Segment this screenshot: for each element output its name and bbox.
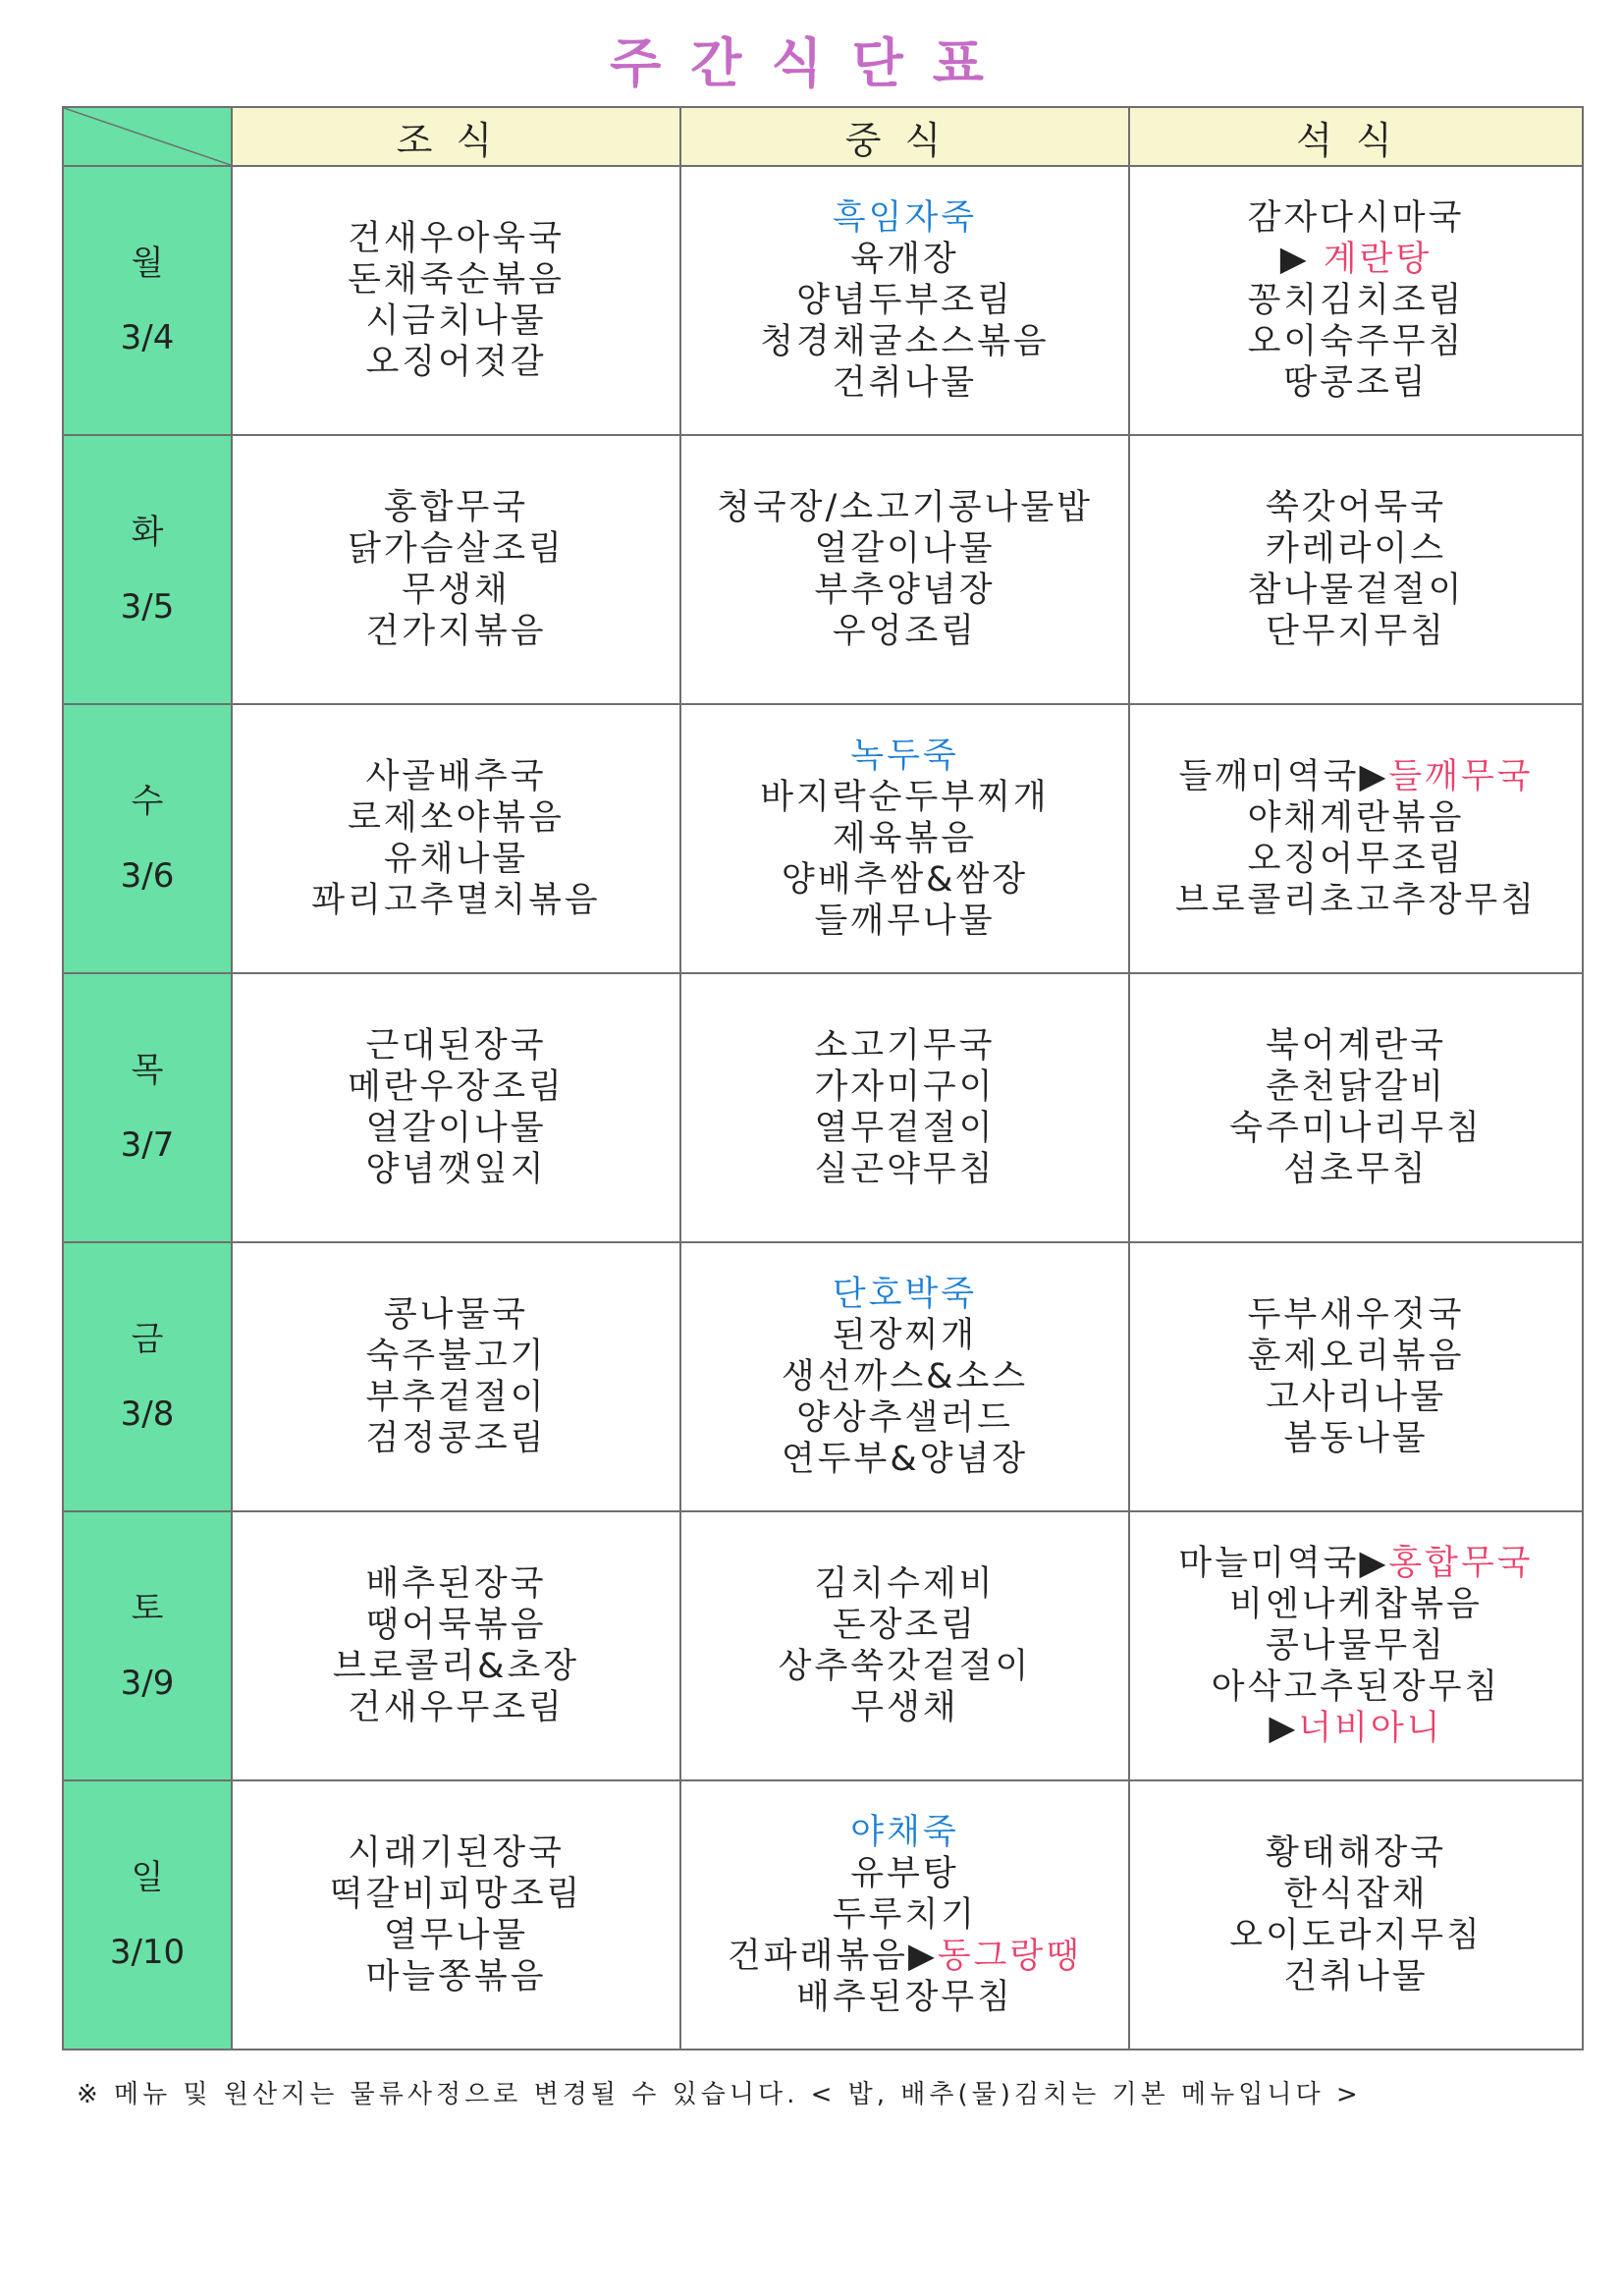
menu-item-text: 브로콜리초고추장무침	[1174, 881, 1538, 920]
menu-item	[681, 321, 1128, 362]
menu-item-text: ▶	[1279, 240, 1324, 279]
menu-item-text: 숙주불고기	[365, 1337, 547, 1376]
menu-item	[233, 1874, 679, 1915]
menu-item-text: 상추쑥갓겉절이	[778, 1647, 1032, 1686]
menu-item	[681, 1977, 1128, 2018]
menu-item	[1130, 1418, 1582, 1459]
menu-item	[233, 1377, 679, 1418]
menu-item-text: 단무지무침	[1265, 612, 1447, 651]
menu-item-highlight: 계란탕	[1323, 240, 1433, 279]
lunch-cell	[680, 704, 1129, 973]
menu-item	[1130, 1336, 1582, 1377]
menu-item-text: 가자미구이	[814, 1067, 996, 1107]
menu-item	[233, 797, 679, 839]
menu-item-text: 한식잡채	[1283, 1875, 1429, 1914]
lunch-cell	[680, 435, 1129, 704]
menu-item-text: 건새우무조림	[348, 1688, 565, 1727]
dinner-cell	[1129, 973, 1583, 1242]
menu-item	[233, 1025, 679, 1066]
menu-item-text: 오징어무조림	[1247, 840, 1465, 879]
breakfast-cell	[232, 1511, 680, 1780]
menu-item	[681, 901, 1128, 942]
menu-item-text: 오이도라지무침	[1229, 1916, 1483, 1955]
menu-item-highlight: 홍합무국	[1388, 1544, 1534, 1583]
day-name: 월	[131, 244, 164, 283]
menu-item	[1130, 362, 1582, 404]
menu-item	[681, 736, 1128, 777]
menu-item	[681, 1894, 1128, 1936]
menu-item-text: 두부새우젓국	[1247, 1295, 1465, 1335]
menu-item	[233, 1294, 679, 1336]
breakfast-cell	[232, 166, 680, 435]
menu-item-text: 검정콩조림	[365, 1419, 547, 1458]
menu-item-text: 사골배추국	[365, 757, 547, 796]
menu-item	[1130, 1149, 1582, 1190]
menu-item-text: 소고기무국	[814, 1026, 996, 1066]
day-date: 3/8	[120, 1394, 175, 1434]
menu-item	[233, 1066, 679, 1108]
menu-item	[681, 1687, 1128, 1728]
day-date: 3/7	[120, 1125, 175, 1165]
menu-item-text: 무생채	[402, 571, 511, 610]
menu-item	[233, 1418, 679, 1459]
day-name: 화	[131, 513, 164, 552]
header-lunch: 중식	[680, 107, 1129, 166]
footnote: ※ 메뉴 및 원산지는 물류사정으로 변경될 수 있습니다. < 밥, 배추(물)김치는 기본 메뉴입니다 >	[77, 2080, 1362, 2109]
day-row	[63, 435, 1583, 704]
menu-item	[1130, 1294, 1582, 1336]
menu-item	[233, 570, 679, 611]
menu-item-text: 아삭고추된장무침	[1211, 1667, 1501, 1707]
menu-item-text: 참나물겉절이	[1247, 571, 1465, 610]
day-row	[63, 973, 1583, 1242]
menu-item	[1130, 1025, 1582, 1066]
day-cell	[63, 1511, 232, 1780]
menu-item-highlight: 흑임자죽	[832, 198, 978, 238]
menu-item-text: 시금치나물	[365, 301, 547, 341]
menu-item	[1130, 1956, 1582, 1997]
menu-item	[1130, 570, 1582, 611]
menu-item	[1130, 1377, 1582, 1418]
menu-item	[681, 239, 1128, 280]
menu-item-text: 돈채죽순볶음	[348, 260, 565, 300]
menu-item-text: 건취나물	[1283, 1957, 1429, 1996]
menu-item	[681, 1066, 1128, 1108]
menu-item-text: 양상추샐러드	[796, 1398, 1013, 1438]
menu-item	[681, 487, 1128, 528]
menu-item	[681, 1149, 1128, 1190]
menu-item	[1130, 756, 1582, 797]
dinner-cell	[1129, 1511, 1583, 1780]
menu-item-highlight: 너비아니	[1298, 1709, 1443, 1748]
menu-item	[681, 1853, 1128, 1894]
menu-item-text: 건새우아욱국	[348, 219, 565, 258]
menu-item-text: 실곤약무침	[814, 1150, 996, 1189]
menu-item-text: 양념깻잎지	[365, 1150, 547, 1189]
menu-item	[681, 1315, 1128, 1356]
day-date: 3/5	[120, 587, 175, 627]
menu-item	[1130, 1708, 1582, 1749]
dinner-cell	[1129, 704, 1583, 973]
menu-item-text: 유부탕	[850, 1854, 959, 1893]
menu-item-text: 감자다시마국	[1247, 198, 1465, 238]
menu-item-highlight: 동그랑땡	[937, 1937, 1083, 1976]
day-cell	[63, 435, 232, 704]
day-cell	[63, 166, 232, 435]
menu-item-text: 꽈리고추멸치볶음	[311, 881, 601, 920]
header-dinner: 석식	[1129, 107, 1583, 166]
menu-item	[1130, 1625, 1582, 1667]
menu-item	[1130, 1832, 1582, 1874]
menu-item-text: 훈제오리볶음	[1247, 1337, 1465, 1376]
breakfast-cell	[232, 704, 680, 973]
menu-body	[63, 166, 1583, 2050]
menu-item-text: 꽁치김치조림	[1247, 281, 1465, 320]
dinner-cell	[1129, 1242, 1583, 1511]
menu-item-text: 제육볶음	[832, 819, 978, 858]
menu-item-text: 땅콩조림	[1283, 363, 1429, 403]
menu-item	[681, 1397, 1128, 1439]
menu-item-highlight: 들깨무국	[1388, 757, 1534, 796]
menu-item	[233, 880, 679, 921]
menu-item	[233, 259, 679, 301]
menu-item	[1130, 1584, 1582, 1625]
lunch-cell	[680, 166, 1129, 435]
menu-item	[1130, 1543, 1582, 1584]
menu-item-text: 브로콜리&초장	[332, 1647, 580, 1686]
menu-item	[681, 1356, 1128, 1397]
menu-item-text: 연두부&양념장	[781, 1440, 1029, 1479]
menu-item-text: 양념두부조림	[796, 281, 1013, 320]
menu-item	[681, 1108, 1128, 1149]
menu-item-text: 북어계란국	[1265, 1026, 1447, 1066]
diagonal-line	[64, 108, 231, 165]
menu-item	[233, 1687, 679, 1728]
menu-item-text: 닭가슴살조림	[348, 529, 565, 569]
menu-item-text: 얼갈이나물	[365, 1109, 547, 1148]
day-row	[63, 1242, 1583, 1511]
menu-item-text: 봄동나물	[1283, 1419, 1429, 1458]
day-name: 수	[131, 782, 164, 821]
menu-item	[233, 839, 679, 880]
breakfast-cell	[232, 973, 680, 1242]
day-cell	[63, 973, 232, 1242]
menu-item	[233, 611, 679, 652]
menu-item	[681, 570, 1128, 611]
dinner-cell	[1129, 435, 1583, 704]
menu-item-text: 황태해장국	[1265, 1833, 1447, 1873]
day-date: 3/6	[120, 856, 175, 896]
menu-item-text: 떡갈비피망조림	[329, 1875, 583, 1914]
lunch-cell	[680, 1780, 1129, 2050]
menu-item	[681, 859, 1128, 901]
menu-item-text: 콩나물무침	[1265, 1626, 1447, 1666]
day-date: 3/9	[120, 1664, 175, 1703]
day-name: 일	[131, 1858, 164, 1897]
menu-item-text: 두루치기	[832, 1895, 978, 1935]
menu-item	[681, 362, 1128, 404]
menu-item-text: 건파래볶음▶	[727, 1937, 938, 1976]
menu-item-text: 돈장조림	[832, 1606, 978, 1645]
day-row	[63, 1780, 1583, 2050]
menu-item-text: 배추된장무침	[796, 1978, 1013, 2017]
menu-item	[1130, 880, 1582, 921]
day-row	[63, 1511, 1583, 1780]
menu-item-text: 시래기된장국	[348, 1833, 565, 1873]
menu-item	[681, 1025, 1128, 1066]
menu-item	[1130, 239, 1582, 280]
menu-item-text: 콩나물국	[383, 1295, 529, 1335]
menu-item-text: 로제쏘야볶음	[348, 798, 565, 838]
menu-item	[233, 301, 679, 342]
header-row	[63, 107, 1583, 166]
menu-item	[681, 280, 1128, 321]
menu-item	[1130, 611, 1582, 652]
menu-item	[681, 1563, 1128, 1605]
menu-item-text: 카레라이스	[1265, 529, 1447, 569]
dinner-cell	[1129, 166, 1583, 435]
day-name: 토	[131, 1589, 164, 1628]
header-corner-cell	[63, 107, 232, 166]
breakfast-cell	[232, 435, 680, 704]
menu-item-text: 얼갈이나물	[814, 529, 996, 569]
menu-item-text: 양배추쌈&쌈장	[781, 860, 1029, 900]
menu-item-text: 마늘쫑볶음	[365, 1957, 547, 1996]
menu-item-text: 오징어젓갈	[365, 343, 547, 382]
menu-item	[233, 1108, 679, 1149]
menu-item	[233, 1956, 679, 1997]
menu-item-text: 춘천닭갈비	[1265, 1067, 1447, 1107]
menu-item-text: 메란우장조림	[348, 1067, 565, 1107]
menu-item	[1130, 1915, 1582, 1956]
menu-item	[233, 1336, 679, 1377]
breakfast-cell	[232, 1242, 680, 1511]
menu-item	[681, 1812, 1128, 1853]
breakfast-cell	[232, 1780, 680, 2050]
menu-item-text: 홍합무국	[383, 488, 529, 527]
menu-item-text: 우엉조림	[832, 612, 978, 651]
menu-item-text: 열무겉절이	[814, 1109, 996, 1148]
menu-item-text: 마늘미역국▶	[1178, 1544, 1389, 1583]
menu-item	[233, 1563, 679, 1605]
menu-item-text: 생선까스&소스	[781, 1357, 1029, 1396]
menu-item	[233, 1605, 679, 1646]
menu-item-text: 들깨무나물	[814, 902, 996, 941]
day-row	[63, 166, 1583, 435]
menu-item	[233, 528, 679, 570]
menu-item	[233, 487, 679, 528]
menu-item-text: 쑥갓어묵국	[1265, 488, 1447, 527]
menu-item-text: 고사리나물	[1265, 1378, 1447, 1417]
menu-item	[233, 342, 679, 383]
header-breakfast: 조식	[232, 107, 680, 166]
menu-item	[681, 1605, 1128, 1646]
dinner-cell	[1129, 1780, 1583, 2050]
menu-item-text: 야채계란볶음	[1247, 798, 1465, 838]
weekly-menu-table	[62, 106, 1584, 2050]
menu-item	[1130, 1667, 1582, 1708]
menu-item-text: 오이숙주무침	[1247, 322, 1465, 361]
menu-item	[1130, 797, 1582, 839]
lunch-cell	[680, 1511, 1129, 1780]
menu-item-highlight: 단호박죽	[832, 1275, 978, 1314]
menu-item	[681, 1936, 1128, 1977]
menu-item	[1130, 528, 1582, 570]
menu-item-text: 유채나물	[383, 840, 529, 879]
page-title: 주간식단표	[610, 32, 1013, 94]
menu-item	[681, 1439, 1128, 1480]
day-name: 목	[131, 1051, 164, 1090]
menu-item	[681, 818, 1128, 859]
menu-item-highlight: 야채죽	[850, 1813, 959, 1852]
menu-item	[233, 1832, 679, 1874]
menu-item	[1130, 280, 1582, 321]
menu-item-text: 건가지볶음	[365, 612, 547, 651]
menu-item	[233, 1149, 679, 1190]
menu-item	[1130, 1066, 1582, 1108]
menu-item	[233, 1915, 679, 1956]
menu-item-text: 청국장/소고기콩나물밥	[717, 488, 1093, 527]
menu-item-text: 청경채굴소스볶음	[760, 322, 1050, 361]
day-date: 3/10	[109, 1933, 186, 1972]
menu-item	[233, 218, 679, 259]
menu-item-text: 바지락순두부찌개	[760, 778, 1050, 817]
menu-item-text: 건취나물	[832, 363, 978, 403]
day-cell	[63, 704, 232, 973]
menu-item	[681, 1646, 1128, 1687]
menu-item-text: 부추겉절이	[365, 1378, 547, 1417]
lunch-cell	[680, 973, 1129, 1242]
menu-item	[1130, 1108, 1582, 1149]
menu-item	[681, 611, 1128, 652]
menu-item	[681, 777, 1128, 818]
menu-item	[1130, 839, 1582, 880]
menu-item-text: 육개장	[850, 240, 959, 279]
day-row	[63, 704, 1583, 973]
menu-item-text: 근대된장국	[365, 1026, 547, 1066]
menu-item	[233, 756, 679, 797]
menu-item-text: 배추된장국	[365, 1564, 547, 1604]
day-date: 3/4	[120, 318, 175, 357]
menu-item-text: 숙주미나리무침	[1229, 1109, 1483, 1148]
menu-item	[681, 528, 1128, 570]
day-cell	[63, 1780, 232, 2050]
day-cell	[63, 1242, 232, 1511]
menu-item-text: 무생채	[850, 1688, 959, 1727]
menu-item-text: 김치수제비	[814, 1564, 996, 1604]
menu-item	[1130, 1874, 1582, 1915]
day-name: 금	[131, 1320, 164, 1359]
lunch-cell	[680, 1242, 1129, 1511]
menu-item-text: 들깨미역국▶	[1178, 757, 1389, 796]
menu-item	[233, 1646, 679, 1687]
menu-item	[681, 197, 1128, 239]
menu-item-highlight: 녹두죽	[850, 737, 959, 776]
menu-item-text: 땡어묵볶음	[365, 1606, 547, 1645]
menu-item-text: 된장찌개	[832, 1316, 978, 1355]
menu-item	[1130, 321, 1582, 362]
menu-item-text: 열무나물	[383, 1916, 529, 1955]
menu-item-text: ▶	[1269, 1709, 1299, 1748]
menu-item-text: 부추양념장	[814, 571, 996, 610]
menu-item	[1130, 487, 1582, 528]
menu-item	[681, 1274, 1128, 1315]
menu-item-text: 비엔나케찹볶음	[1229, 1585, 1483, 1624]
menu-item-text: 섬초무침	[1283, 1150, 1429, 1189]
menu-item	[1130, 197, 1582, 239]
